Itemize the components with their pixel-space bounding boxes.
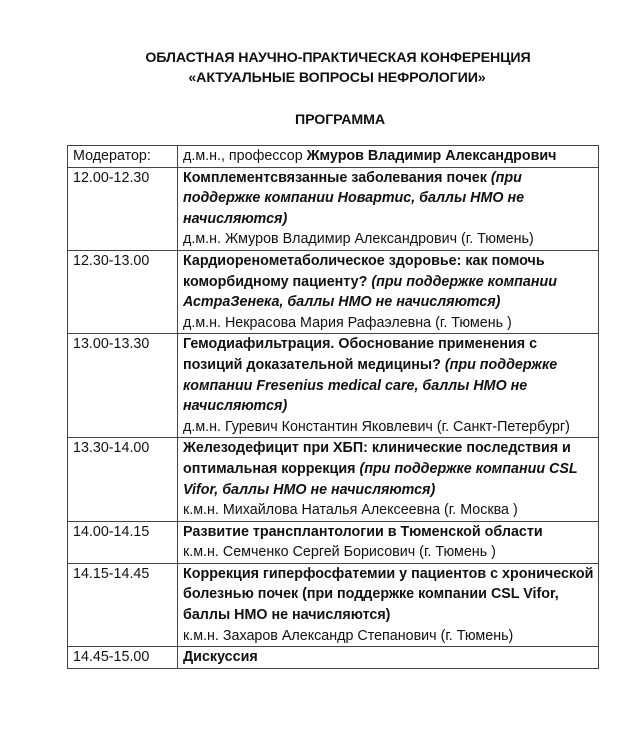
session-speaker: к.м.н. Михайлова Наталья Алексеевна (г. Москва ) <box>183 502 518 519</box>
session-details <box>178 521 599 563</box>
session-speaker: д.м.н. Гуревич Константин Яковлевич (г. Санкт-Петербург) <box>183 418 570 435</box>
program-heading: ПРОГРАММА <box>295 112 385 128</box>
moderator-title: д.м.н., профессор <box>183 148 307 164</box>
moderator-row <box>68 146 599 168</box>
moderator-label: Модератор: <box>68 146 178 168</box>
session-topic: Гемодиафильтрация. Обоснование применения с позиций доказательной медицины? <box>183 336 538 373</box>
session-details <box>178 334 599 438</box>
session-topic: Дискуссия <box>183 649 258 666</box>
session-topic: Комплементсвязанные заболевания почек <box>183 169 491 186</box>
moderator-cell <box>178 146 599 168</box>
session-topic: Железодефицит при ХБП: клинические последствия и оптимальная коррекция <box>183 440 571 477</box>
session-time: 13.00-13.30 <box>68 334 178 438</box>
session-time: 14.15-14.45 <box>68 563 178 646</box>
session-time: 12.00-12.30 <box>68 167 178 250</box>
session-speaker: к.м.н. Семченко Сергей Борисович (г. Тюмень ) <box>183 544 496 561</box>
session-time: 13.30-14.00 <box>68 438 178 521</box>
conference-subtitle: «АКТУАЛЬНЫЕ ВОПРОСЫ НЕФРОЛОГИИ» <box>188 70 486 86</box>
session-row <box>68 563 599 646</box>
session-topic: Кардиоренометаболическое здоровье: как помочь коморбидному пациенту? <box>183 252 545 290</box>
session-speaker: д.м.н. Жмуров Владимир Александрович (г. Тюмень) <box>183 231 534 248</box>
session-row <box>68 647 599 669</box>
session-topic: Развитие трансплантологии в Тюменской области <box>183 523 543 540</box>
conference-title: ОБЛАСТНАЯ НАУЧНО-ПРАКТИЧЕСКАЯ КОНФЕРЕНЦИЯ <box>145 50 531 66</box>
session-row <box>68 521 599 563</box>
session-details <box>178 438 599 521</box>
session-time: 14.00-14.15 <box>68 521 178 563</box>
session-row <box>68 438 599 521</box>
session-speaker: к.м.н. Захаров Александр Степанович (г. Тюмень) <box>183 627 514 644</box>
session-row <box>68 250 599 333</box>
program-table <box>67 145 599 669</box>
session-time: 12.30-13.00 <box>68 250 178 333</box>
session-sponsor-note: (при поддержке компании Новартис, баллы НМО не начисляются) <box>183 169 525 227</box>
moderator-name: Жмуров Владимир Александрович <box>306 148 557 164</box>
session-topic: Коррекция гиперфосфатемии у пациентов с хронической болезнью почек (при поддержке компании CSL Vifor, баллы НМО не начисляются) <box>183 565 594 624</box>
session-sponsor-note: (при поддержке компании АстраЗенека, баллы НМО не начисляются) <box>183 273 557 311</box>
session-time: 14.45-15.00 <box>68 647 178 669</box>
session-details <box>178 167 599 250</box>
session-details <box>178 647 599 669</box>
session-row <box>68 167 599 250</box>
session-row <box>68 334 599 438</box>
session-sponsor-note: (при поддержке компании Fresenius medical care, баллы НМО не начисляются) <box>183 356 558 415</box>
session-details <box>178 563 599 646</box>
session-speaker: д.м.н. Некрасова Мария Рафаэлевна (г. Тюмень ) <box>183 314 512 331</box>
session-sponsor-note: (при поддержке компании CSL Vifor, баллы НМО не начисляются) <box>183 460 578 498</box>
session-details <box>178 250 599 333</box>
